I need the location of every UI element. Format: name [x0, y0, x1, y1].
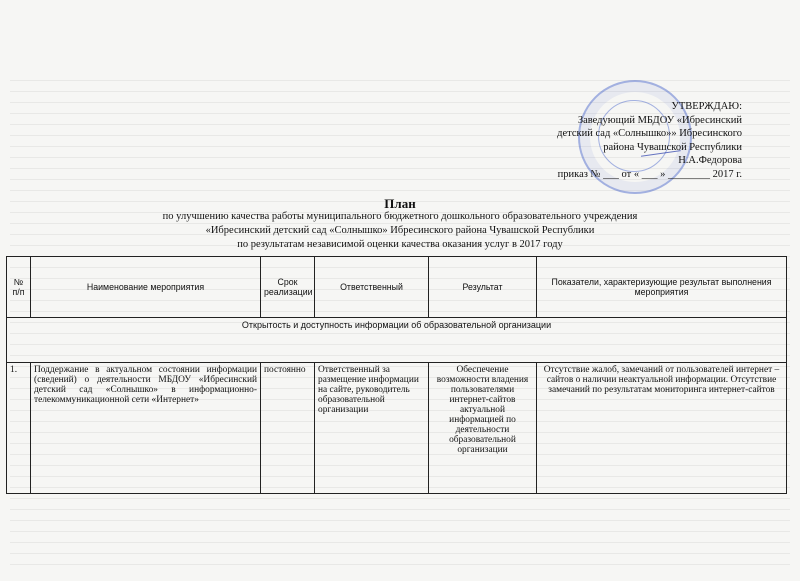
- table-header-row: [7, 257, 787, 318]
- column-header: Показатели, характеризующие результат выполнения мероприятия: [537, 257, 787, 318]
- approval-line: Заведующий МБДОУ «Ибресинский: [577, 114, 742, 126]
- measure-name: Поддержание в актуальном состоянии информации (сведений) о деятельности МБДОУ «Ибресинский детский сад «Солнышко» в информационно-телекоммуникационной сети «Интернет»: [31, 363, 261, 494]
- approval-block: [520, 100, 742, 181]
- document-subtitle: по результатам независимой оценки качества оказания услуг в 2017 году: [237, 239, 563, 250]
- table-row: [7, 363, 787, 494]
- section-row: [7, 318, 787, 363]
- column-header: № п/п: [7, 257, 31, 318]
- column-header: Ответственный: [315, 257, 429, 318]
- row-number: 1.: [7, 363, 31, 494]
- approval-line: Н.А.Федорова: [678, 155, 742, 166]
- plan-table: [6, 256, 787, 494]
- measure-indicators: Отсутствие жалоб, замечаний от пользователей интернет – сайтов о наличии неактуальной информации. Отсутствие замечаний по результатам мониторинга интернет-сайтов: [537, 363, 787, 494]
- measure-term: постоянно: [261, 363, 315, 494]
- column-header: Результат: [429, 257, 537, 318]
- column-header: Срок реализации: [261, 257, 315, 318]
- document-subtitle: «Ибресинский детский сад «Солнышко» Ибресинского района Чувашской Республики: [205, 225, 595, 236]
- approval-order: приказ № ___ от « ___ » ________ 2017 г.: [557, 168, 742, 180]
- approval-line: УТВЕРЖДАЮ:: [671, 101, 742, 112]
- column-header: Наименование мероприятия: [31, 257, 261, 318]
- section-title: Открытость и доступность информации об образовательной организации: [7, 318, 787, 363]
- measure-responsible: Ответственный за размещение информации на сайте, руководитель образовательной организации: [315, 363, 429, 494]
- approval-line: детский сад «Солнышко»» Ибресинского: [557, 128, 742, 139]
- measure-result: Обеспечение возможности владения пользователями интернет-сайтов актуальной информацией по деятельности образовательной организации: [429, 363, 537, 494]
- document-subtitle: по улучшению качества работы муниципального бюджетного дошкольного образовательного учреждения: [162, 211, 638, 222]
- document-title: План: [384, 196, 416, 211]
- approval-line: района Чувашской Республики: [603, 141, 742, 153]
